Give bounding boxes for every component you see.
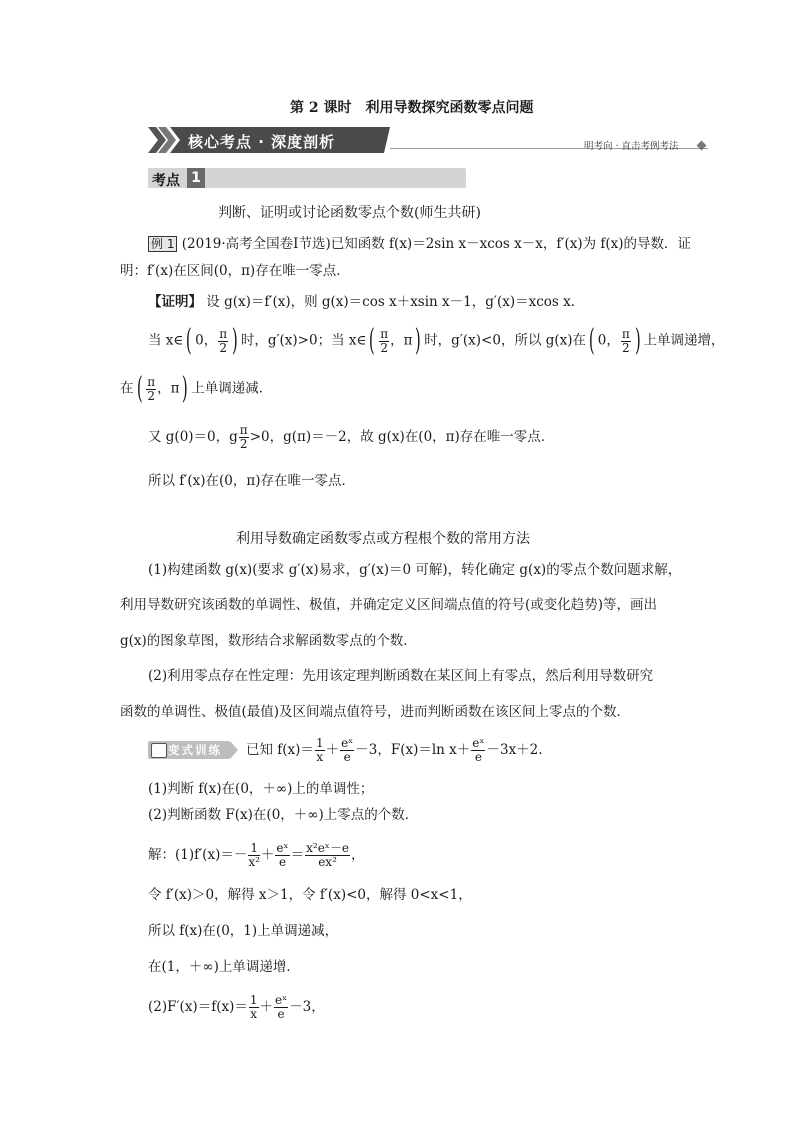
frac-num: π (239, 423, 248, 437)
proof-l2-c: 时，g′(x)>0；当 x∈ (240, 332, 367, 349)
section-title: 判断、证明或讨论函数零点个数(师生共研) (218, 205, 481, 221)
frac-num: eˣ (275, 993, 288, 1007)
fraction-pi-over-2 (218, 328, 228, 355)
proof-line-4 (148, 424, 554, 451)
frac-num: 1 (315, 736, 324, 750)
proof-l2-d: ，π (390, 332, 413, 349)
frac-den: 2 (219, 340, 227, 355)
proof-line-1 (148, 293, 575, 311)
lesson-title: 第 2 课时 利用导数探究函数零点问题 (290, 100, 534, 116)
paren-right: ) (634, 323, 641, 358)
fraction-ex-over-e (275, 842, 289, 869)
fraction-pi-over-2 (146, 376, 156, 403)
paren-left: ( (186, 323, 193, 358)
proof-l2-a: 当 x∈ (148, 332, 184, 349)
proof-l2-g: 上单调递增， (643, 332, 725, 349)
frac-den: x² (248, 855, 260, 869)
fraction-1-over-x2 (248, 842, 260, 869)
frac-den: e (474, 750, 482, 764)
proof-l4-a: 又 g(0)＝0，g (148, 429, 238, 445)
frac-den: x (316, 750, 324, 764)
fraction-pi-over-2 (379, 328, 389, 355)
sol5-a: (2)F′(x)＝f(x)＝ (148, 999, 248, 1015)
banner-right-text: 明考向 · 直击考例考法 (584, 141, 679, 152)
proof-l2-f: 0， (597, 332, 620, 349)
solution-line-5 (148, 994, 325, 1021)
frac-den: x (250, 1007, 258, 1021)
frac-den: ex² (318, 855, 337, 869)
method-p1-l3: g(x)的图象草图，数形结合求解函数零点的个数． (120, 633, 417, 649)
given-a: 已知 f(x)＝ (246, 742, 314, 758)
paren-right: ) (182, 371, 189, 406)
badge-arrow-icon (230, 741, 238, 759)
given-b: －3，F(x)＝ln x＋ (355, 742, 471, 758)
fraction-ex-over-e (471, 737, 485, 764)
frac-den: 2 (621, 340, 630, 355)
checklist-icon (151, 743, 167, 758)
given-c: －3x＋2. (486, 742, 543, 758)
fraction-1-over-x (315, 737, 325, 764)
plus: ＋ (260, 847, 275, 863)
fraction-pi-over-2 (621, 328, 631, 355)
example-line-2: 明：f′(x)在区间(0，π)存在唯一零点． (120, 263, 350, 279)
fraction-ex-over-e (274, 994, 288, 1021)
example-tag: 例 1 (148, 236, 177, 252)
frac-num: π (147, 374, 156, 389)
question-2: (2)判断函数 F(x)在(0，＋∞)上零点的个数． (148, 807, 419, 823)
paren-right: ) (415, 323, 422, 358)
equals: ＝ (290, 847, 305, 863)
plus: ＋ (325, 742, 340, 758)
method-title: 利用导数确定函数零点或方程根个数的常用方法 (236, 531, 530, 547)
example-text-1: (2019·高考全国卷Ⅰ节选)已知函数 f(x)＝2sin x－xcos x－x，f′(x)为 f(x)的导数．证 (181, 236, 692, 252)
fraction-combined (305, 842, 350, 869)
frac-num: eˣ (472, 736, 485, 750)
kaodian-number: 1 (187, 168, 205, 188)
question-1: (1)判断 f(x)在(0，＋∞)上的单调性； (148, 781, 374, 797)
solution-line-4: 在(1，＋∞)上单调递增． (148, 959, 300, 975)
frac-num: eˣ (341, 736, 354, 750)
solution-line-3: 所以 f(x)在(0，1)上单调递减， (148, 923, 339, 939)
sol5-b: －3， (289, 999, 325, 1015)
proof-l3-b: ，π (157, 380, 180, 397)
proof-l2-b: 0， (195, 332, 218, 349)
example-line-1 (148, 235, 691, 253)
paren-right: ) (232, 323, 238, 358)
method-p1-l1: (1)构建函数 g(x)(要求 g′(x)易求，g′(x)＝0 可解)，转化确定 g(x)的零点个数问题求解， (148, 562, 682, 578)
frac-num: π (621, 326, 630, 341)
kaodian-label: 考点 (152, 173, 180, 189)
paren-left: ( (136, 371, 143, 406)
comma: ， (350, 847, 365, 863)
proof-l2-e: 时，g′(x)<0，所以 g(x)在 (424, 332, 587, 349)
proof-line-5: 所以 f′(x)在(0，π)存在唯一零点． (148, 473, 355, 489)
proof-line-2 (148, 323, 725, 358)
proof-l3-a: 在 (120, 380, 134, 397)
frac-num: π (380, 326, 389, 341)
proof-l3-c: 上单调递减． (191, 380, 273, 397)
frac-num: x²eˣ－e (306, 841, 349, 855)
frac-den: e (278, 855, 287, 869)
solution-line-2: 令 f′(x)＞0，解得 x＞1，令 f′(x)<0，解得 0<x<1， (148, 887, 472, 903)
proof-line-3 (120, 371, 273, 406)
fraction-pi-over-2 (239, 424, 249, 451)
frac-den: 2 (380, 340, 388, 355)
proof-label: 【证明】 (148, 294, 202, 310)
method-p2-l2: 函数的单调性、极值(最值)及区间端点值符号，进而判断函数在该区间上零点的个数． (120, 704, 631, 720)
frac-num: 1 (250, 841, 258, 855)
plus: ＋ (259, 999, 273, 1015)
proof-text-1: 设 g(x)＝f′(x)，则 g(x)＝cos x＋xsin x－1，g′(x)＝xcos x. (206, 294, 576, 310)
frac-den: e (277, 1007, 285, 1021)
frac-num: eˣ (276, 841, 289, 855)
paren-left: ( (369, 323, 376, 358)
frac-den: 2 (239, 437, 248, 451)
banner-left-text: 核心考点 · 深度剖析 (188, 133, 336, 151)
frac-den: 2 (147, 388, 155, 403)
frac-den: e (343, 750, 351, 764)
practice-label: 变式训练 (168, 743, 222, 757)
paren-left: ( (588, 323, 595, 358)
method-p2-l1: (2)利用零点存在性定理：先用该定理判断函数在某区间上有零点，然后利用导数研究 (148, 668, 654, 684)
practice-given (246, 737, 543, 764)
proof-l4-b: >0，g(π)＝－2，故 g(x)在(0，π)存在唯一零点． (249, 429, 555, 445)
solution-line-1 (148, 842, 364, 869)
fraction-ex-over-e (340, 737, 354, 764)
fraction-1-over-x (249, 994, 259, 1021)
frac-num: 1 (249, 993, 258, 1007)
method-p1-l2: 利用导数研究该函数的单调性、极值，并确定定义区间端点值的符号(或变化趋势)等，画出 (120, 597, 658, 613)
sol-a: 解：(1)f′(x)＝－ (148, 847, 248, 863)
frac-num: π (219, 326, 228, 341)
